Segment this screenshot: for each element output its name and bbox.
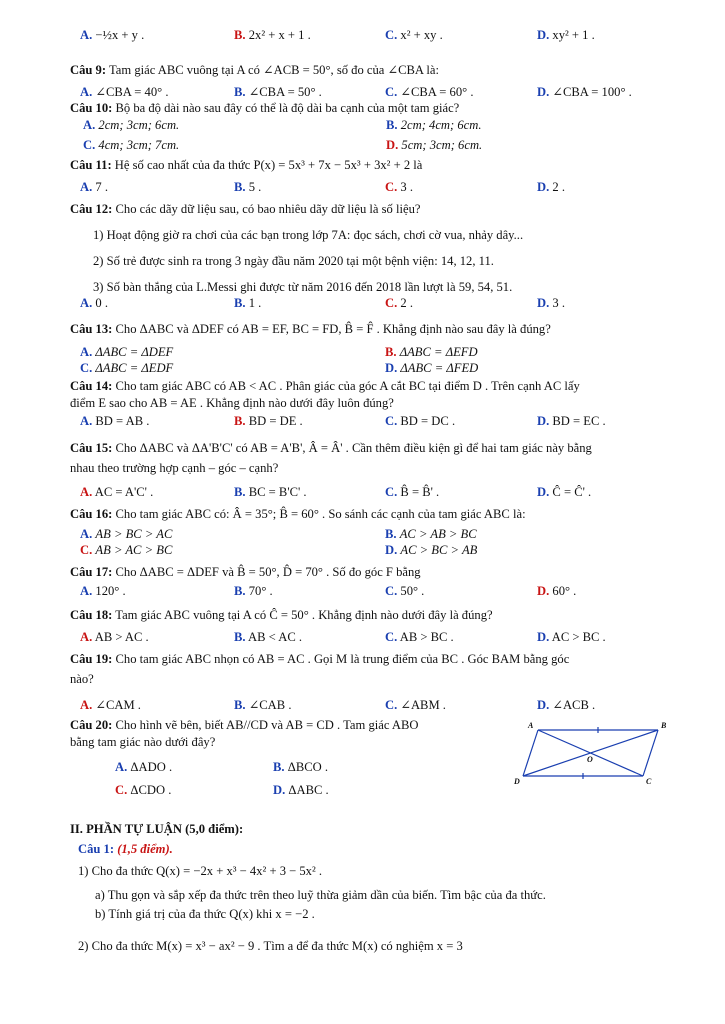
q9-stem: Câu 9: Tam giác ABC vuông tại A có ∠ACB = 50°, số đo của ∠CBA là: <box>70 63 440 77</box>
q10-opt-c: C. 4cm; 3cm; 7cm. <box>83 138 180 152</box>
part2-p1a: a) Thu gọn và sắp xếp đa thức trên theo luỹ thừa giảm dần của biến. Tìm bậc của đa thức. <box>95 888 546 902</box>
q18-opt-b: B. AB < AC . <box>234 630 303 644</box>
segment-ad <box>523 730 538 776</box>
q10-opt-b: B. 2cm; 4cm; 6cm. <box>386 118 482 132</box>
q13-stem: Câu 13: Cho ΔABC và ΔDEF có AB = EF, BC = FD, B̂ = F̂ . Khẳng định nào sau đây là đúng? <box>70 322 551 336</box>
q11-opt-a: A. 7 . <box>80 180 108 194</box>
q17-opt-c: C. 50° . <box>385 584 425 598</box>
segment-bd <box>523 730 658 776</box>
q17-stem: Câu 17: Cho ΔABC = ΔDEF và B̂ = 50°, D̂ = 70° . Số đo góc F bằng <box>70 565 421 579</box>
q12-opt-d: D. 3 . <box>537 296 565 310</box>
q12-item-1: 1) Hoạt động giờ ra chơi của các bạn trong lớp 7A: đọc sách, chơi cờ vua, nhảy dây... <box>93 228 524 242</box>
q16-opt-b: B. AC > AB > BC <box>385 527 477 541</box>
q17-options <box>0 584 725 604</box>
q20-opt-c: C. ΔCDO . <box>115 783 172 797</box>
q17-opt-b: B. 70° . <box>234 584 273 598</box>
q18-opt-a: A. AB > AC . <box>80 630 149 644</box>
q17-opt-a: A. 120° . <box>80 584 126 598</box>
q13-opt-a: A. ΔABC = ΔDEF <box>80 345 174 359</box>
q12-opt-b: B. 1 . <box>234 296 262 310</box>
part2-p1: 1) Cho đa thức Q(x) = −2x + x³ − 4x² + 3 − 5x² . <box>78 864 323 878</box>
q16-opt-d: D. AC > BC > AB <box>385 543 478 557</box>
q11-opt-b: B. 5 . <box>234 180 262 194</box>
q19-options <box>0 697 725 717</box>
q12-options <box>0 296 725 316</box>
q8-options <box>0 28 725 48</box>
q19-stem: Câu 19: Cho tam giác ABC nhọn có AB = AC . Gọi M là trung điểm của BC . Góc BAM bằng góc <box>70 652 570 666</box>
q10-options-2 <box>0 138 725 158</box>
q14-opt-c: C. BD = DC . <box>385 414 456 428</box>
q19-opt-b: B. ∠CAB . <box>234 698 292 712</box>
q9-opt-b: B. ∠CBA = 50° . <box>234 85 322 99</box>
q8-opt-c: C. x² + xy . <box>385 28 443 42</box>
q15-opt-a: A. AC = A'C' . <box>80 485 154 499</box>
q19-opt-d: D. ∠ACB . <box>537 698 596 712</box>
part2-p1b: b) Tính giá trị của đa thức Q(x) khi x = −2 . <box>95 907 315 921</box>
q8-opt-d: D. xy² + 1 . <box>537 28 595 42</box>
q14-opt-d: D. BD = EC . <box>537 414 606 428</box>
q15-stem: Câu 15: Cho ΔABC và ΔA'B'C' có AB = A'B', Â = Â' . Cần thêm điều kiện gì để hai tam giác này bằng <box>70 441 592 455</box>
q15-stem-2: nhau theo trường hợp cạnh – góc – cạnh? <box>70 461 279 475</box>
q15-opt-d: D. Ĉ = Ĉ' . <box>537 485 592 499</box>
label-b: B <box>661 721 667 730</box>
q14-stem-2: điểm E sao cho AB = AE . Khẳng định nào dưới đây luôn đúng? <box>70 396 394 410</box>
label-a: A <box>528 721 534 730</box>
q17-opt-d: D. 60° . <box>537 584 577 598</box>
q20-stem-2: bằng tam giác nào dưới đây? <box>70 735 216 749</box>
q10-stem: Câu 10: Bộ ba độ dài nào sau đây có thể là độ dài ba cạnh của một tam giác? <box>70 101 460 115</box>
q18-opt-c: C. AB > BC . <box>385 630 454 644</box>
q19-stem-2: nào? <box>70 672 94 686</box>
q14-stem: Câu 14: Cho tam giác ABC có AB < AC . Phân giác của góc A cắt BC tại điểm D . Trên cạnh AC lấy <box>70 379 580 393</box>
q10-opt-d: D. 5cm; 3cm; 6cm. <box>386 138 483 152</box>
q14-opt-b: B. BD = DE . <box>234 414 303 428</box>
part2-c1: Câu 1: (1,5 điểm). <box>78 842 173 856</box>
q16-stem: Câu 16: Cho tam giác ABC có: Â = 35°; B̂ = 60° . So sánh các cạnh của tam giác ABC là: <box>70 507 526 521</box>
q9-opt-c: C. ∠CBA = 60° . <box>385 85 474 99</box>
q18-stem: Câu 18: Tam giác ABC vuông tại A có Ĉ = 50° . Khẳng định nào dưới đây là đúng? <box>70 608 493 622</box>
q11-opt-c: C. 3 . <box>385 180 413 194</box>
q13-opt-c: C. ΔABC = ΔEDF <box>80 361 174 375</box>
q16-options-2 <box>0 543 725 563</box>
label-d: D <box>514 777 520 786</box>
q12-item-2: 2) Số trẻ được sinh ra trong 3 ngày đầu năm 2020 tại một bệnh viện: 14, 12, 11. <box>93 254 494 268</box>
q15-opt-c: C. B̂ = B̂' . <box>385 485 440 499</box>
q14-opt-a: A. BD = AB . <box>80 414 150 428</box>
q11-opt-d: D. 2 . <box>537 180 565 194</box>
q14-options <box>0 414 725 434</box>
q16-opt-a: A. AB > BC > AC <box>80 527 173 541</box>
q13-opt-d: D. ΔABC = ΔFED <box>385 361 479 375</box>
q20-opt-a: A. ΔADO . <box>115 760 173 774</box>
q20-opt-b: B. ΔBCO . <box>273 760 329 774</box>
q12-opt-a: A. 0 . <box>80 296 108 310</box>
parallelogram-figure <box>508 718 678 790</box>
q18-options <box>0 630 725 650</box>
q9-opt-d: D. ∠CBA = 100° . <box>537 85 632 99</box>
q20-opt-d: D. ΔABC . <box>273 783 329 797</box>
q19-opt-c: C. ∠ABM . <box>385 698 446 712</box>
q10-options-1 <box>0 118 725 138</box>
label-c: C <box>646 777 652 786</box>
q12-stem: Câu 12: Cho các dãy dữ liệu sau, có bao nhiêu dãy dữ liệu là số liệu? <box>70 202 421 216</box>
q11-options <box>0 180 725 200</box>
q15-opt-b: B. BC = B'C' . <box>234 485 307 499</box>
q9-opt-a: A. ∠CBA = 40° . <box>80 85 169 99</box>
label-o: O <box>587 755 593 764</box>
q12-opt-c: C. 2 . <box>385 296 413 310</box>
q13-opt-b: B. ΔABC = ΔEFD <box>385 345 478 359</box>
segment-bc <box>643 730 658 776</box>
q8-opt-a: A. −½x + y . <box>80 28 145 42</box>
q12-item-3: 3) Số bàn thắng của L.Messi ghi được từ năm 2016 đến 2018 lần lượt là 59, 54, 51. <box>93 280 513 294</box>
q11-stem: Câu 11: Hệ số cao nhất của đa thức P(x) = 5x³ + 7x − 5x³ + 3x² + 2 là <box>70 158 423 172</box>
q19-opt-a: A. ∠CAM . <box>80 698 141 712</box>
q18-opt-d: D. AC > BC . <box>537 630 606 644</box>
q16-opt-c: C. AB > AC > BC <box>80 543 173 557</box>
q8-opt-b: B. 2x² + x + 1 . <box>234 28 311 42</box>
q10-opt-a: A. 2cm; 3cm; 6cm. <box>83 118 180 132</box>
part2-title: II. PHẦN TỰ LUẬN (5,0 điểm): <box>70 822 244 836</box>
q20-stem: Câu 20: Cho hình vẽ bên, biết AB//CD và AB = CD . Tam giác ABO <box>70 718 419 732</box>
part2-p2: 2) Cho đa thức M(x) = x³ − ax² − 9 . Tìm a để đa thức M(x) có nghiệm x = 3 <box>78 939 463 953</box>
q13-options-2 <box>0 361 725 381</box>
q15-options <box>0 485 725 505</box>
